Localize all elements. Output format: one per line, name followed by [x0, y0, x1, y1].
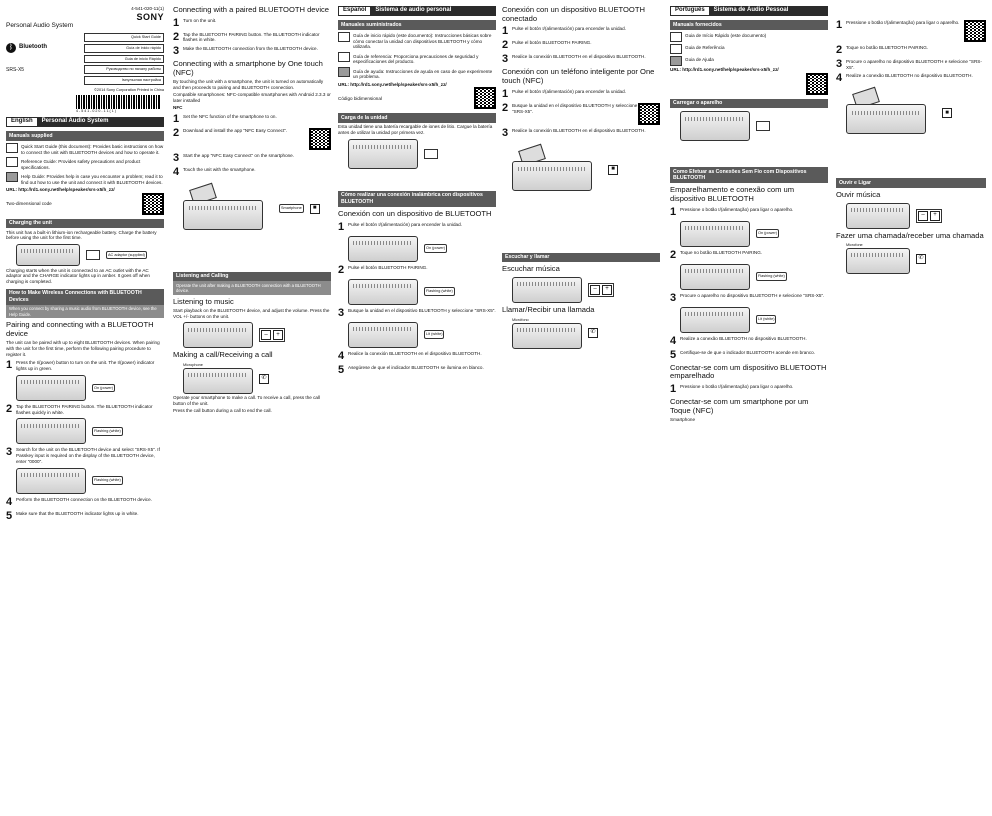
charging-illustration	[16, 244, 164, 266]
call-heading: Llamar/Recibir una llamada	[502, 305, 595, 315]
nfc-step-3: Procure o aparelho no dispositivo BLUETOOTH e selecione "SRS-X5".	[846, 59, 982, 70]
nfc-step-2: Toque no botão BLUETOOTH PAIRING.	[846, 45, 929, 50]
document-icon	[338, 52, 350, 62]
paired-step-2: Tap the BLUETOOTH PAIRING button. The BLUETOOTH indicator flashes in white.	[183, 31, 320, 43]
charge-text: Esta unidad tiene una batería recargable de iones de litio. Cargue la batería antes de utilizar la unidad por primera vez.	[338, 124, 493, 136]
band-title: Sistema de Áudio Pessoal	[713, 7, 789, 14]
pairing-step-4: Perform the BLUETOOTH connection on the BLUETOOTH device.	[16, 496, 152, 502]
speaker-unit-icon	[16, 418, 86, 444]
lang-tab-list	[84, 33, 164, 85]
document-icon	[338, 32, 350, 42]
nfc-heading: Connecting with a smartphone by One touch (NFC)	[173, 59, 323, 77]
lang-tab: Guia de início Rápido	[84, 55, 164, 64]
section-charging: Carregar o aparelho	[670, 99, 828, 109]
callout-lit: Lit (white)	[424, 330, 444, 339]
pairing-heading: Emparelhamento e conexão com um dispositivo BLUETOOTH	[670, 185, 795, 203]
document-icon	[670, 32, 682, 42]
qr-code-icon	[142, 193, 164, 215]
lang-label: Português	[670, 6, 710, 16]
pairing-step-5: Make sure that the BLUETOOTH indicator lights up in white.	[16, 510, 139, 516]
section-listening: Escuchar y llamar	[502, 253, 660, 263]
nfc-intro: By touching the unit with a smartphone, the unit is turned on automatically and then proceeds to pairing and BLUETOOTH connection.	[173, 79, 324, 90]
nfc-step-2: Download and install the app "NFC Easy Connect".	[183, 127, 288, 133]
pairing-intro: The unit can be paired with up to eight BLUETOOTH devices. When pairing with the unit for the first time, perform the following pairing procedure to register it.	[6, 340, 160, 357]
section-wireless: Cómo realizar una conexión inalámbrica con dispositivos BLUETOOTH	[338, 191, 496, 207]
lang-tab: Iмпульсная настройка	[84, 76, 164, 85]
help-url[interactable]: http://rd1.sony.net/help/speaker/srs-x5/h_zz/	[350, 81, 447, 87]
paired-connection-heading: Conexión con un dispositivo BLUETOOTH conectado	[502, 6, 645, 23]
qr-code-icon	[309, 128, 331, 150]
band-title: Sistema de audio personal	[375, 7, 452, 14]
speaker-unit-icon	[512, 277, 582, 303]
connection-step-2: Pulse el botón BLUETOOTH PAIRING.	[348, 264, 428, 270]
smartphone-label: Smartphone	[670, 417, 696, 423]
nfc-step-1: Set the NFC function of the smartphone to on.	[183, 113, 277, 119]
speaker-unit-icon	[680, 221, 750, 247]
nfc-mark-icon: ■	[310, 204, 320, 214]
section-listening: Ouvir e Ligar	[836, 178, 986, 188]
manual-quick-start: Quick Start Guide (this document): Provides basic instructions on how to connect the unit with BLUETOOTH devices and how to operate it.	[21, 144, 164, 155]
speaker-unit-icon	[512, 323, 582, 349]
barcode-text: 4 - 5 4 1 - 0 2 0 - 1 1 ( 1 )	[76, 108, 116, 113]
manual-help: Help Guide: Provides help in case you encounter a problem; read it to find out how to use the unit and connect it with BLUETOOTH devices.	[21, 173, 163, 185]
lang-label: Español	[338, 6, 371, 16]
smartphone-label: Smartphone	[279, 204, 304, 213]
paired-step-1: Pressione o botão I/(alimentação) para ligar o aparelho.	[680, 384, 794, 390]
connection-step-3: Busque la unidad en el dispositivo BLUETOOTH y seleccione "SRS-X5".	[348, 307, 496, 313]
help-guide-icon	[338, 67, 350, 77]
column-spanish-2: Conexión con un dispositivo BLUETOOTH conectado 1 Pulse el botón I/(alimentación) para encender la unidad. 2 Pulse el botón BLUETOOTH PAIRING. 3 Realice la conexión BLUETOOTH en el dispositivo BLUETOOTH. Conexión con un teléfono inteligente por One touch (NFC) 1 Pulse el botón I/(alimentación) para encender la unidad. 2 Busque la unidad en el dispositivo BLUETOOTH y seleccione "SRS-X5". 3 Realice la conexión BLUETOOTH en el dispositivo BLUETOOTH. ■ Escuchar y llamar Escuchar música – + Llamar/Recibir una llamada Micrófono ✆	[502, 6, 660, 812]
nfc-step-1: Pulse el botón I/(alimentación) para encender la unidad.	[512, 88, 626, 94]
qr-code-icon	[806, 73, 828, 95]
qr-code-icon	[638, 103, 660, 125]
nfc-step-2: Busque la unidad en el dispositivo BLUETOOTH y seleccione "SRS-X5".	[512, 102, 638, 114]
pairing-step-2: Tap the BLUETOOTH PAIRING button. The BLUETOOTH indicator flashes quickly in white.	[16, 403, 153, 415]
nfc-step-4: Touch the unit with the smartphone.	[183, 166, 256, 172]
copyright: ©2014 Sony Corporation Printed in China	[94, 87, 164, 92]
lang-label: English	[6, 117, 38, 127]
listening-note: Operate the unit after making a BLUETOOTH connection with a BLUETOOTH device.	[173, 281, 331, 295]
volume-buttons-icon: – +	[588, 283, 614, 297]
paired-connection-heading: Connecting with a paired BLUETOOTH device	[173, 6, 330, 14]
speaker-unit-icon	[183, 322, 253, 348]
brand-logo: SONY	[136, 11, 164, 22]
column-spanish-1: Español Sistema de audio personal Manuales suministrados Guía de inicio rápido (este documento): Instrucciones básicas sobre cómo conectar la unidad con dispositivos BLUETOOTH y cómo utilizarla. Guía de referencia: Proporciona precauciones de seguridad y especificaciones del producto. Guía de ayuda: Instrucciones de ayuda en caso de que experimente un problema. URL: http://rd1.sony.net/help/speaker/srs-x5/h_zz/ Código bidimensional Carga de la unidad Esta unidad tiene una batería recargable de iones de litio. Cargue la batería antes de utilizar la unidad por primera vez. Cómo realizar una conexión inalámbrica con dispositivos BLUETOOTH Conexión con un dispositivo de BLUETOOTH 1 Pulse el botón I/(alimentación) para encender la unidad. On (power) 2 Pulse el botón BLUETOOTH PAIRING. Flashing (white) 3 Busque la unidad en el dispositivo BLUETOOTH y seleccione "SRS-X5". Lit (white) 4 Realice la conexión BLUETOOTH en el dispositivo BLUETOOTH. 5 Asegúrese de que el indicador BLUETOOTH se ilumina en blanco.	[338, 7, 496, 376]
url-label: URL:	[670, 67, 681, 72]
nfc-heading: Conexión con un teléfono inteligente por One touch (NFC)	[502, 67, 655, 86]
call-text: Operate your smartphone to make a call. To receive a call, press the call button of the unit.	[173, 395, 320, 407]
callout-flashing: Flashing (white)	[92, 476, 123, 485]
paired-step-3: Realice la conexión BLUETOOTH en el dispositivo BLUETOOTH.	[512, 54, 646, 60]
call-note: Press the call button during a call to end the call.	[173, 408, 272, 414]
band-title: Personal Audio System	[41, 118, 109, 125]
call-button-icon: ✆	[259, 374, 269, 384]
section-charging: Charging the unit	[6, 219, 164, 229]
column-portuguese-1: Português Sistema de Áudio Pessoal Manuais fornecidos Guia de Início Rápido (este documento) Guia de Referência Guia de Ajuda URL: http://rd1.sony.net/help/speaker/srs-x5/h_zz/ Carregar o aparelho Como Efetuar as Conexões Sem Fio com Dispositivos BLUETOOTH Emparelhamento e conexão com um dispositivo BLUETOOTH 1 Pressione o botão I/(alimentação) para ligar o aparelho. On (power) 2 Toque no botão BLUETOOTH PAIRING. Flashing (white) 3 Procure o aparelho no dispositivo BLUETOOTH e selecione "SRS-X5". Lit (white) 4 Realize a conexão BLUETOOTH no dispositivo BLUETOOTH. 5 Certifique-se de que o indicador BLUETOOTH acende em branco. Conectar-se com um dispositivo BLUETOOTH emparelhado 1 Pressione o botão I/(alimentação) para ligar o aparelho. Conectar-se com um smartphone por um Toque (NFC) Smartphone	[670, 7, 827, 423]
listening-heading: Listening to music	[173, 296, 234, 306]
call-heading: Making a call/Receiving a call	[173, 350, 273, 360]
nfc-label: NFC	[173, 105, 183, 111]
paired-step-2: Pulse el botón BLUETOOTH PAIRING.	[512, 40, 592, 46]
url-label: URL:	[6, 186, 17, 192]
callout-flashing: Flashing (white)	[92, 427, 123, 436]
connection-heading: Conexión con un dispositivo de BLUETOOTH	[338, 208, 492, 218]
speaker-unit-icon	[16, 468, 86, 494]
speaker-unit-icon	[680, 307, 750, 333]
nfc-illustration	[183, 186, 331, 232]
bluetooth-icon: ᛒ	[6, 43, 16, 53]
paired-connection-heading: Conectar-se com um dispositivo BLUETOOTH emparelhado	[670, 362, 827, 381]
pairing-step-3: Search for the unit on the BLUETOOTH device and select "SRS-X5". If Passkey input is required on the display of the BLUETOOTH device, enter "0000".	[16, 447, 160, 464]
manual-reference: Reference Guide: Provides safety precautions and product specifications.	[21, 158, 141, 170]
portuguese-band	[670, 6, 828, 16]
volume-buttons-icon: – +	[259, 328, 285, 342]
speaker-unit-icon	[846, 104, 926, 134]
speaker-unit-icon	[348, 279, 418, 305]
section-charging: Carga de la unidad	[338, 113, 496, 123]
call-button-icon: ✆	[588, 328, 598, 338]
callout-lit: Lit (white)	[756, 315, 776, 324]
connection-step-1: Pulse el botón I/(alimentación) para encender la unidad.	[348, 221, 462, 227]
section-manuals: Manuais fornecidos	[670, 20, 828, 30]
bluetooth-wordmark: Bluetooth	[19, 44, 47, 51]
ac-adaptor-icon	[756, 121, 770, 131]
column-english-1: Personal Audio System 4-541-020-11(1) SONY ᛒ Bluetooth SRS-X5 Quick Start Guide Guía de inicio rápido Guia de início Rápido Руководство по началу работы Iмпульсная настройка ©2014 Sony Corporation Printed in China 4 - 5 4 1 - 0 2 0 - 1 1 ( 1 ) English Personal Audio System Manuals supplied Quick Start Guide (this document): Provides basic instructions on how to connect the unit with BLUETOOTH devices and how to operate it. Reference Guide: Provides safety precautions and product specifications. Help Guide: Provides help in case you encounter a problem; read it to find out how to use the unit and connect it with BLUETOOTH devices. URL: http://rd1.sony.net/help/speaker/srs-x5/h_zz/ Two-dimensional code Charging the unit This unit has a built-in lithium-ion rechargeable battery. Charge the battery before using the unit for the first time. AC adaptor (supplied) Charging starts when the unit is connected to an AC outlet with the AC adaptor and the CHARGE indicator lights up in amber. It goes off when charging is completed. How to Make Wireless Connections with BLUETOOTH Devices When you connect by sharing a music audio from BLUETOOTH device, see the Help Guide. Pairing and connecting with a BLUETOOTH device The unit can be paired with up to eight BLUETOOTH devices. When pairing with the unit for the first time, perform the following pairing procedure to register it. 1 Press the I/(power) button to turn on the unit. The I/(power) indicator lights up in green. On (power) 2 Tap the BLUETOOTH PAIRING button. The BLUETOOTH indicator flashes quickly in white. Flashing (white) 3 Search for the unit on the BLUETOOTH device and select "SRS-X5". If Passkey input is required on the display of the BLUETOOTH device, enter "0000". Flashing (white) 4 Perform the BLUETOOTH connection on the BLUETOOTH device. 5 Make sure that the BLUETOOTH indicator lights up in white.	[6, 6, 164, 522]
call-heading: Fazer uma chamada/receber uma chamada	[836, 230, 984, 240]
qr-label: Two-dimensional code	[6, 200, 52, 206]
pairing-step-1: Pressione o botão I/(alimentação) para ligar o aparelho.	[680, 206, 794, 212]
section-manuals: Manuals supplied	[6, 131, 164, 141]
ac-adaptor-label: AC adaptor (supplied)	[106, 251, 147, 260]
speaker-unit-icon	[846, 203, 910, 229]
nfc-heading: Conectar-se com um smartphone por um Toque (NFC)	[670, 397, 809, 415]
document-icon	[670, 44, 682, 54]
paired-step-1: Pulse el botón I/(alimentación) para encender la unidad.	[512, 26, 626, 32]
manual-quick-start: Guía de inicio rápido (este documento): Instrucciones básicas sobre cómo conectar la unidad con dispositivos BLUETOOTH y cómo utilizarla.	[353, 33, 492, 50]
charge-note: Charging starts when the unit is connected to an AC outlet with the AC adaptor and the CHARGE indicator lights up in amber. It goes off when charging is completed.	[6, 267, 150, 285]
nfc-step-3: Start the app "NFC Easy Connect" on the smartphone.	[183, 152, 295, 158]
english-band	[6, 117, 164, 127]
manual-reference: Guia de Referência	[685, 45, 725, 50]
speaker-unit-icon	[348, 139, 418, 169]
connection-step-4: Realice la conexión BLUETOOTH en el dispositivo BLUETOOTH.	[348, 350, 482, 356]
manual-help: Guía de ayuda: Instrucciones de ayuda en caso de que experimente un problema.	[353, 68, 493, 80]
lang-tab: Quick Start Guide	[84, 33, 164, 42]
part-number: 4-541-020-11(1)	[131, 6, 164, 11]
lang-tab: Guía de inicio rápido	[84, 44, 164, 53]
barcode	[76, 95, 160, 109]
section-wireless: Como Efetuar as Conexões Sem Fio com Dispositivos BLUETOOTH	[670, 167, 828, 183]
speaker-unit-icon	[348, 322, 418, 348]
callout-power: On (power)	[92, 384, 115, 393]
speaker-unit-icon	[680, 111, 750, 141]
nfc-step-3: Realice la conexión BLUETOOTH en el dispositivo BLUETOOTH.	[512, 127, 646, 133]
column-english-2: Connecting with a paired BLUETOOTH device 1 Turn on the unit. 2 Tap the BLUETOOTH PAIRING button. The BLUETOOTH indicator flashes in white. 3 Make the BLUETOOTH connection from the BLUETOOTH device. Connecting with a smartphone by One touch (NFC) By touching the unit with a smartphone, the unit is turned on automatically and then proceeds to pairing and BLUETOOTH connection. Compatible smartphones: NFC-compatible smartphones with Android 2.3.3 or later installed NFC 1 Set the NFC function of the smartphone to on. 2 Download and install the app "NFC Easy Connect". 3 Start the app "NFC Easy Connect" on the smartphone. 4 Touch the unit with the smartphone. Smartphone ■ Listening and Calling Operate the unit after making a BLUETOOTH connection with a BLUETOOTH device. Listening to music Start playback on the BLUETOOTH device, and adjust the volume. Press the VOL +/- buttons on the unit. – + Making a call/Receiving a call Microphone ✆ Operate your smartphone to make a call. To receive a call, press the call button of the unit. Press the call button during a call to end the call.	[173, 6, 331, 414]
qr-code-icon	[474, 87, 496, 109]
pairing-step-2: Toque no botão BLUETOOTH PAIRING.	[680, 249, 763, 255]
callout-flashing: Flashing (white)	[424, 287, 455, 296]
pairing-step-1: Press the I/(power) button to turn on the unit. The I/(power) indicator lights up in green.	[16, 360, 155, 372]
speaker-unit-icon	[16, 375, 86, 401]
lang-tab: Руководство по началу работы	[84, 65, 164, 74]
manual-reference: Guía de referencia: Proporciona precauciones de seguridad y especificaciones del producto.	[353, 53, 479, 65]
pairing-step-3: Procure o aparelho no dispositivo BLUETOOTH e selecione "SRS-X5".	[680, 292, 825, 298]
model-number: SRS-X5	[6, 67, 25, 74]
document-icon	[6, 157, 18, 167]
qr-label: Código bidimensional	[338, 95, 382, 101]
manual-quick-start: Guia de Início Rápido (este documento)	[685, 33, 767, 38]
callout-power: On (power)	[424, 244, 447, 253]
pairing-step-5: Certifique-se de que o indicador BLUETOOTH acende em branco.	[680, 349, 815, 355]
nfc-compatible: Compatible smartphones: NFC-compatible smartphones with Android 2.3.3 or later installed	[173, 92, 331, 103]
nfc-mark-icon: ■	[608, 165, 618, 175]
call-button-icon: ✆	[916, 254, 926, 264]
help-guide-icon	[670, 56, 682, 66]
microphone-label: Micrófono	[512, 317, 529, 322]
nfc-step-1: Pressione o botão I/(alimentação) para ligar o aparelho.	[846, 20, 960, 25]
speaker-unit-icon	[16, 244, 80, 266]
microphone-label: Microfone	[846, 243, 863, 248]
help-url[interactable]: http://rd1.sony.net/help/speaker/srs-x5/h_zz/	[682, 67, 779, 72]
pairing-heading: Pairing and connecting with a BLUETOOTH device	[6, 320, 154, 339]
speaker-unit-icon	[846, 248, 910, 274]
speaker-unit-icon	[348, 236, 418, 262]
listening-heading: Escuchar música	[502, 264, 560, 274]
paired-step-1: Turn on the unit.	[183, 17, 217, 23]
column-portuguese-2: 1 Pressione o botão I/(alimentação) para ligar o aparelho. 2 Toque no botão BLUETOOTH PAIRING. 3 Procure o aparelho no dispositivo BLUETOOTH e selecione "SRS-X5". 4 Realize a conexão BLUETOOTH no dispositivo BLUETOOTH. ■ Ouvir e Ligar Ouvir música – + Fazer uma chamada/receber uma chamada Microfone ✆	[836, 6, 986, 812]
paired-step-3: Make the BLUETOOTH connection from the BLUETOOTH device.	[183, 46, 318, 52]
volume-buttons-icon: – +	[916, 209, 942, 223]
document-icon	[6, 143, 18, 153]
wireless-note: When you connect by sharing a music audio from BLUETOOTH device, see the Help Guide.	[6, 305, 164, 319]
speaker-unit-icon	[512, 161, 592, 191]
speaker-unit-icon	[183, 368, 253, 394]
listening-heading: Ouvir música	[836, 189, 881, 199]
speaker-unit-icon	[680, 264, 750, 290]
spanish-band	[338, 6, 496, 16]
connection-step-5: Asegúrese de que el indicador BLUETOOTH se ilumina en blanco.	[348, 364, 484, 370]
ac-adaptor-icon	[86, 250, 100, 260]
ac-adaptor-icon	[424, 149, 438, 159]
help-guide-icon	[6, 172, 18, 182]
nfc-step-4: Realize a conexão BLUETOOTH no dispositivo BLUETOOTH.	[846, 73, 973, 79]
qr-code-icon	[964, 20, 986, 42]
product-title: Personal Audio System	[6, 22, 74, 29]
section-listening: Listening and Calling	[173, 272, 331, 282]
url-label: URL:	[338, 81, 349, 87]
section-manuals: Manuales suministrados	[338, 20, 496, 30]
manual-help: Guia de Ajuda	[685, 57, 714, 62]
pairing-step-4: Realize a conexão BLUETOOTH no dispositivo BLUETOOTH.	[680, 335, 807, 341]
microphone-label: Microphone	[183, 363, 203, 368]
listening-text: Start playback on the BLUETOOTH device, and adjust the volume. Press the VOL +/- buttons on the unit.	[173, 308, 330, 319]
speaker-unit-icon	[183, 200, 263, 230]
charge-text: This unit has a built-in lithium-ion rechargeable battery. Charge the battery before using the unit for the first time.	[6, 229, 157, 241]
callout-flashing: Flashing (white)	[756, 272, 787, 281]
section-wireless: How to Make Wireless Connections with BLUETOOTH Devices	[6, 289, 164, 305]
callout-power: On (power)	[756, 229, 779, 238]
nfc-mark-icon: ■	[942, 108, 952, 118]
help-url[interactable]: http://rd1.sony.net/help/speaker/srs-x5/h_zz/	[18, 186, 115, 192]
